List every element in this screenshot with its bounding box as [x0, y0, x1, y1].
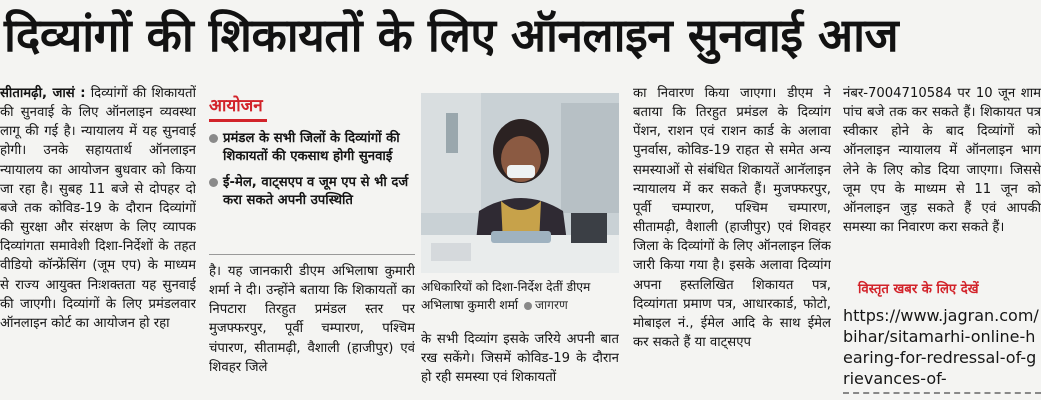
highlight-box: [209, 93, 415, 255]
highlight-item: [209, 130, 415, 166]
article-column-3: [421, 330, 619, 400]
column-3-text: के सभी दिव्यांग इसके जरिये अपनी बात रख सकेंगे। जिसमें कोविड-19 के दौरान हो रही समस्या एवं शिकायतों: [421, 332, 619, 386]
highlight-item-text: ई-मेल, वाट्सएप व जूम एप से भी दर्ज करा सकते अपनी उपस्थिति: [223, 175, 409, 208]
news-photo: [421, 93, 619, 273]
column-2-text: है। यह जानकारी डीएम अभिलाषा कुमारी शर्मा ने दी। उन्होंने बताया कि शिकायतों का निपटारा तिरहुत प्रमंडल स्तर पर मुजफ्फरपुर, पूर्वी चम्पारण, पश्चिम चंपारण, सीतामढ़ी, वैशाली (हाजीपुर) एवं शिवहर जिले: [209, 264, 415, 375]
highlight-tag: आयोजन: [209, 93, 267, 122]
article-column-2: [209, 262, 415, 400]
highlight-item: [209, 174, 415, 210]
bullet-icon: [209, 178, 218, 187]
column-1-text: दिव्यांगों की शिकायतों की सुनवाई के लिए ऑनलाइन व्यवस्था लागू की गई है। न्यायालय में यह सुनवाई होगी। उनके सहायतार्थ ऑनलाइन न्यायालय का आयोजन बुधवार को किया जा रहा है। सुबह 11 बजे से दोपहर दो बजे तक कोविड-19 के दौरान दिव्यांगों की सुरक्षा और संरक्षण के लिए व्यापक दिव्यांगता समावेशी दिशा-निर्देशों के तहत वीडियो कॉन्फ्रेंसिंग (जूम एप) के माध्यम से राज्य आयुक्त निःशक्तता यह सुनवाई की जाएगी। दिव्यांगों के लिए प्रमंडलवार ऑनलाइन कोर्ट का आयोजन हो रहा: [0, 86, 196, 331]
dashed-divider: [843, 392, 1041, 394]
column-4-text: का निवारण किया जाएगा। डीएम ने बताया कि तिरहुत प्रमंडल के दिव्यांग पेंशन, राशन एवं राशन कार्ड के अलावा पुनर्वास, कोविड-19 राहत से समेत अन्य समस्याओं से संबंधित शिकायतें आनॅलाइन न्यायालय में कर सकते हैं। मुजफ्फरपुर, पूर्वी चम्पारण, पश्चिम चम्पारण, सीतामढ़ी, वैशाली (हाजीपुर) एवं शिवहर जिला के दिव्यांगों के लिए ऑनलाइन लिंक जारी किया गया है। इसके अलावा दिव्यांग अपना हस्तलिखित शिकायत पत्र, दिव्यांगता प्रमाण पत्र, आधारकार्ड, फोटो, मोबाइल नं., ईमेल आदि के साथ ईमेल कर सकते हैं या वाट्सएप: [633, 86, 831, 351]
article-column-4: [633, 84, 831, 400]
credit-dot-icon: [524, 302, 532, 310]
read-more-heading: विस्तृत खबर के लिए देखें: [858, 282, 979, 297]
highlight-item-text: प्रमंडल के सभी जिलों के दिव्यांगों की शिकायतों की एकसाथ होगी सुनवाई: [223, 131, 400, 164]
article-link[interactable]: https://www.jagran.com/bihar/sitamarhi-online-hearing-for-redressal-of-grievances-of-: [843, 306, 1039, 388]
headline: दिव्यांगों की शिकायतों के लिए ऑनलाइन सुनवाई आज: [4, 8, 899, 62]
read-more-box: [843, 281, 1041, 400]
dateline: सीतामढ़ी, जासं :: [0, 86, 86, 101]
caption-text: अधिकारियों को दिशा-निर्देश देतीं डीएम अभिलाषा कुमारी शर्मा: [421, 280, 591, 312]
bullet-icon: [209, 134, 218, 143]
photo-credit: जागरण: [534, 298, 568, 312]
article-column-1: [0, 84, 196, 400]
column-5-text: नंबर-7004710584 पर 10 जून शाम पांच बजे तक कर सकते हैं। शिकायत पत्र स्वीकार होने के बाद दिव्यांगों को ऑनलाइन न्यायालय में ऑनलाइन भाग लेने के लिए कोड दिया जाएगा। जिससे जूम एप के माध्यम से 11 जून को ऑनलाइन जुड़ सकते हैं एवं आपकी समस्या का निवारण करा सकते हैं।: [843, 86, 1041, 236]
photo-caption: [421, 278, 619, 324]
officer-photo-illustration: [421, 93, 619, 273]
article-column-5: [843, 84, 1041, 274]
